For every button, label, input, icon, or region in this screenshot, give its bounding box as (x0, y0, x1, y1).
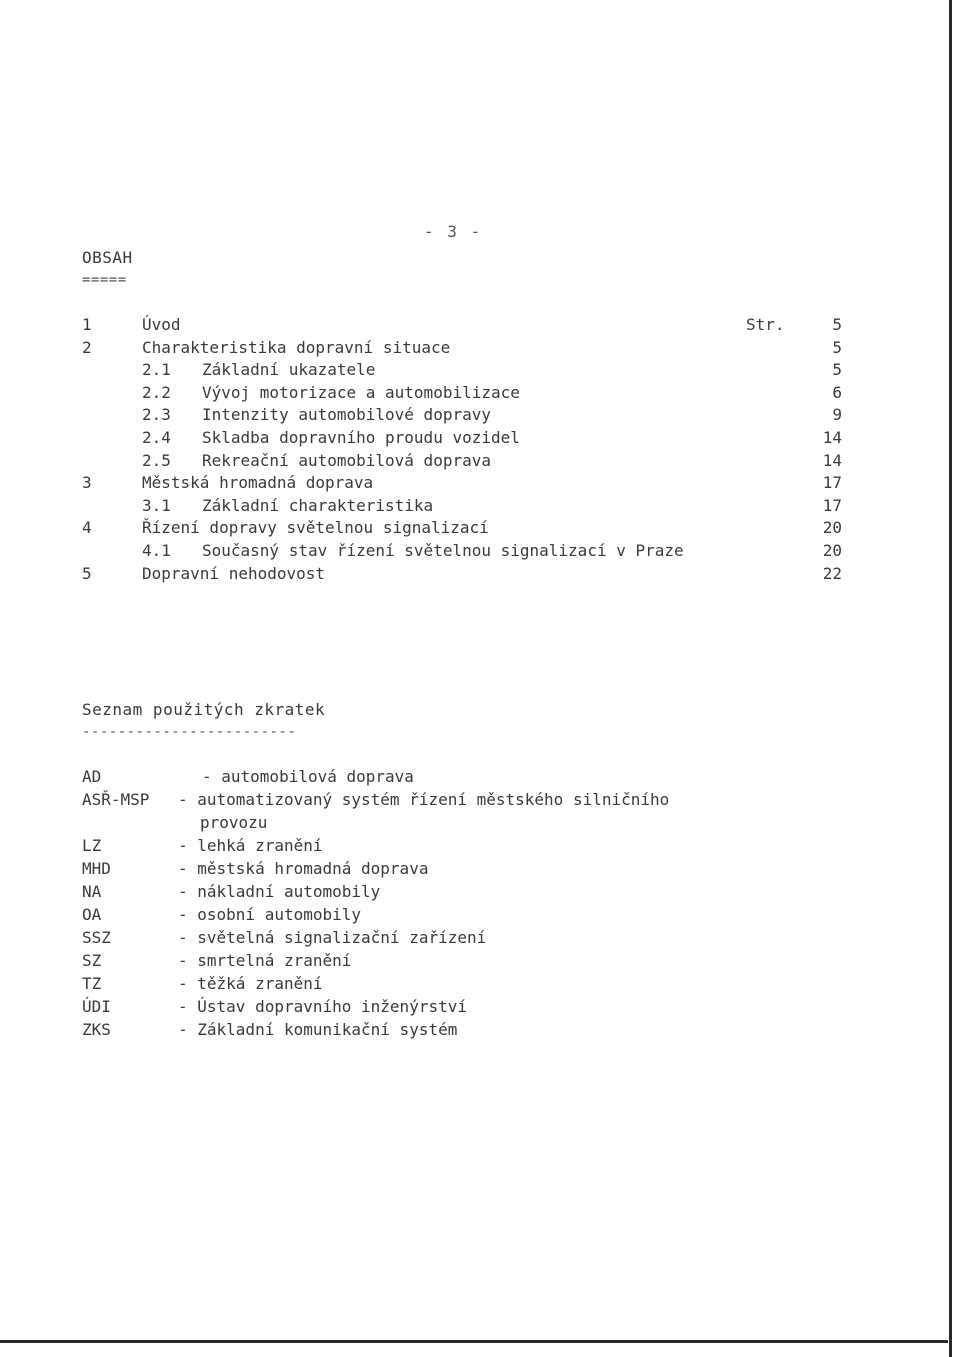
toc-entry (82, 428, 842, 450)
abbreviation-definition: - nákladní automobily (178, 882, 381, 901)
toc-entry-page: 17 (822, 473, 842, 492)
abbreviation-code: ASŘ-MSP (82, 790, 150, 809)
abbreviations-heading: Seznam použitých zkratek (82, 700, 326, 719)
toc-entry-title: Městská hromadná doprava (142, 473, 374, 492)
toc-entry-title: Skladba dopravního proudu vozidel (202, 428, 520, 447)
toc-entry-title: Rekreační automobilová doprava (202, 451, 491, 470)
toc-entry-number: 2.2 (142, 383, 171, 402)
toc-entry-number: 2 (82, 338, 92, 357)
abbreviation-code: TZ (82, 974, 102, 993)
toc-entry (82, 518, 842, 540)
toc-heading-underline: ===== (82, 272, 127, 288)
abbreviation-code: NA (82, 882, 102, 901)
abbreviation-definition: - Ústav dopravního inženýrství (178, 997, 467, 1016)
toc-entry-title: Dopravní nehodovost (142, 564, 326, 583)
toc-entry-page: 14 (822, 451, 842, 470)
toc-entry-page: 22 (822, 564, 842, 583)
toc-entry-title: Vývoj motorizace a automobilizace (202, 383, 520, 402)
abbreviation-code: ÚDI (82, 997, 111, 1016)
toc-entry-page: 5 (832, 360, 842, 379)
toc-entry (82, 473, 842, 495)
abbreviation-definition: - osobní automobily (178, 905, 362, 924)
toc-entry-page: 6 (832, 383, 842, 402)
abbreviation-code: SSZ (82, 928, 111, 947)
toc-entry-title: Základní ukazatele (202, 360, 376, 379)
toc-entry (82, 541, 842, 563)
toc-entry-page: 14 (822, 428, 842, 447)
toc-entry-number: 2.5 (142, 451, 171, 470)
toc-heading: OBSAH (82, 248, 133, 267)
toc-entry-number: 4 (82, 518, 92, 537)
abbreviation-definition: - Základní komunikační systém (178, 1020, 458, 1039)
toc-entry-number: 2.3 (142, 405, 171, 424)
toc-entry-title: Intenzity automobilové dopravy (202, 405, 491, 424)
toc-entry-number: 3.1 (142, 496, 171, 515)
toc-entry-page: 20 (822, 541, 842, 560)
toc-entry-title: Řízení dopravy světelnou signalizací (142, 518, 489, 537)
abbreviation-definition: - těžká zranění (178, 974, 323, 993)
abbreviation-code: ZKS (82, 1020, 111, 1039)
toc-entry (82, 405, 842, 427)
scan-edge-bottom (0, 1340, 948, 1343)
abbreviation-definition: - smrtelná zranění (178, 951, 352, 970)
toc-entry-number: 1 (82, 315, 92, 334)
toc-entry-page: 5 (832, 338, 842, 357)
abbreviation-definition: - světelná signalizační zařízení (178, 928, 487, 947)
toc-entry (82, 360, 842, 382)
toc-entry (82, 338, 842, 360)
toc-entry-page: 5 (832, 315, 842, 334)
toc-entry (82, 564, 842, 586)
toc-page-label: Str. (746, 315, 785, 334)
abbreviation-code: LZ (82, 836, 102, 855)
scan-edge-right (949, 0, 952, 1357)
abbreviation-definition-continuation: provozu (200, 813, 268, 832)
abbreviation-code: SZ (82, 951, 102, 970)
abbreviation-definition: - automobilová doprava (202, 767, 414, 786)
toc-entry (82, 315, 842, 337)
toc-entry-page: 17 (822, 496, 842, 515)
abbreviation-code: OA (82, 905, 102, 924)
toc-entry-number: 2.4 (142, 428, 171, 447)
abbreviation-code: MHD (82, 859, 111, 878)
toc-entry-title: Úvod (142, 315, 181, 334)
abbreviation-definition: - městská hromadná doprava (178, 859, 429, 878)
abbreviation-definition: - automatizovaný systém řízení městského silničního (178, 790, 670, 809)
toc-entry-number: 2.1 (142, 360, 171, 379)
abbreviation-code: AD (82, 767, 102, 786)
toc-entry-title: Charakteristika dopravní situace (142, 338, 451, 357)
abbreviations-heading-underline: ------------------------ (82, 724, 297, 740)
toc-entry (82, 383, 842, 405)
toc-entry-number: 5 (82, 564, 92, 583)
toc-entry-page: 20 (822, 518, 842, 537)
toc-entry-title: Základní charakteristika (202, 496, 434, 515)
toc-entry-page: 9 (832, 405, 842, 424)
toc-entry (82, 496, 842, 518)
page-number: - 3 - (424, 222, 483, 241)
toc-entry-title: Současný stav řízení světelnou signalizací v Praze (202, 541, 684, 560)
toc-entry (82, 451, 842, 473)
toc-entry-number: 3 (82, 473, 92, 492)
toc-entry-number: 4.1 (142, 541, 171, 560)
abbreviation-definition: - lehká zranění (178, 836, 323, 855)
